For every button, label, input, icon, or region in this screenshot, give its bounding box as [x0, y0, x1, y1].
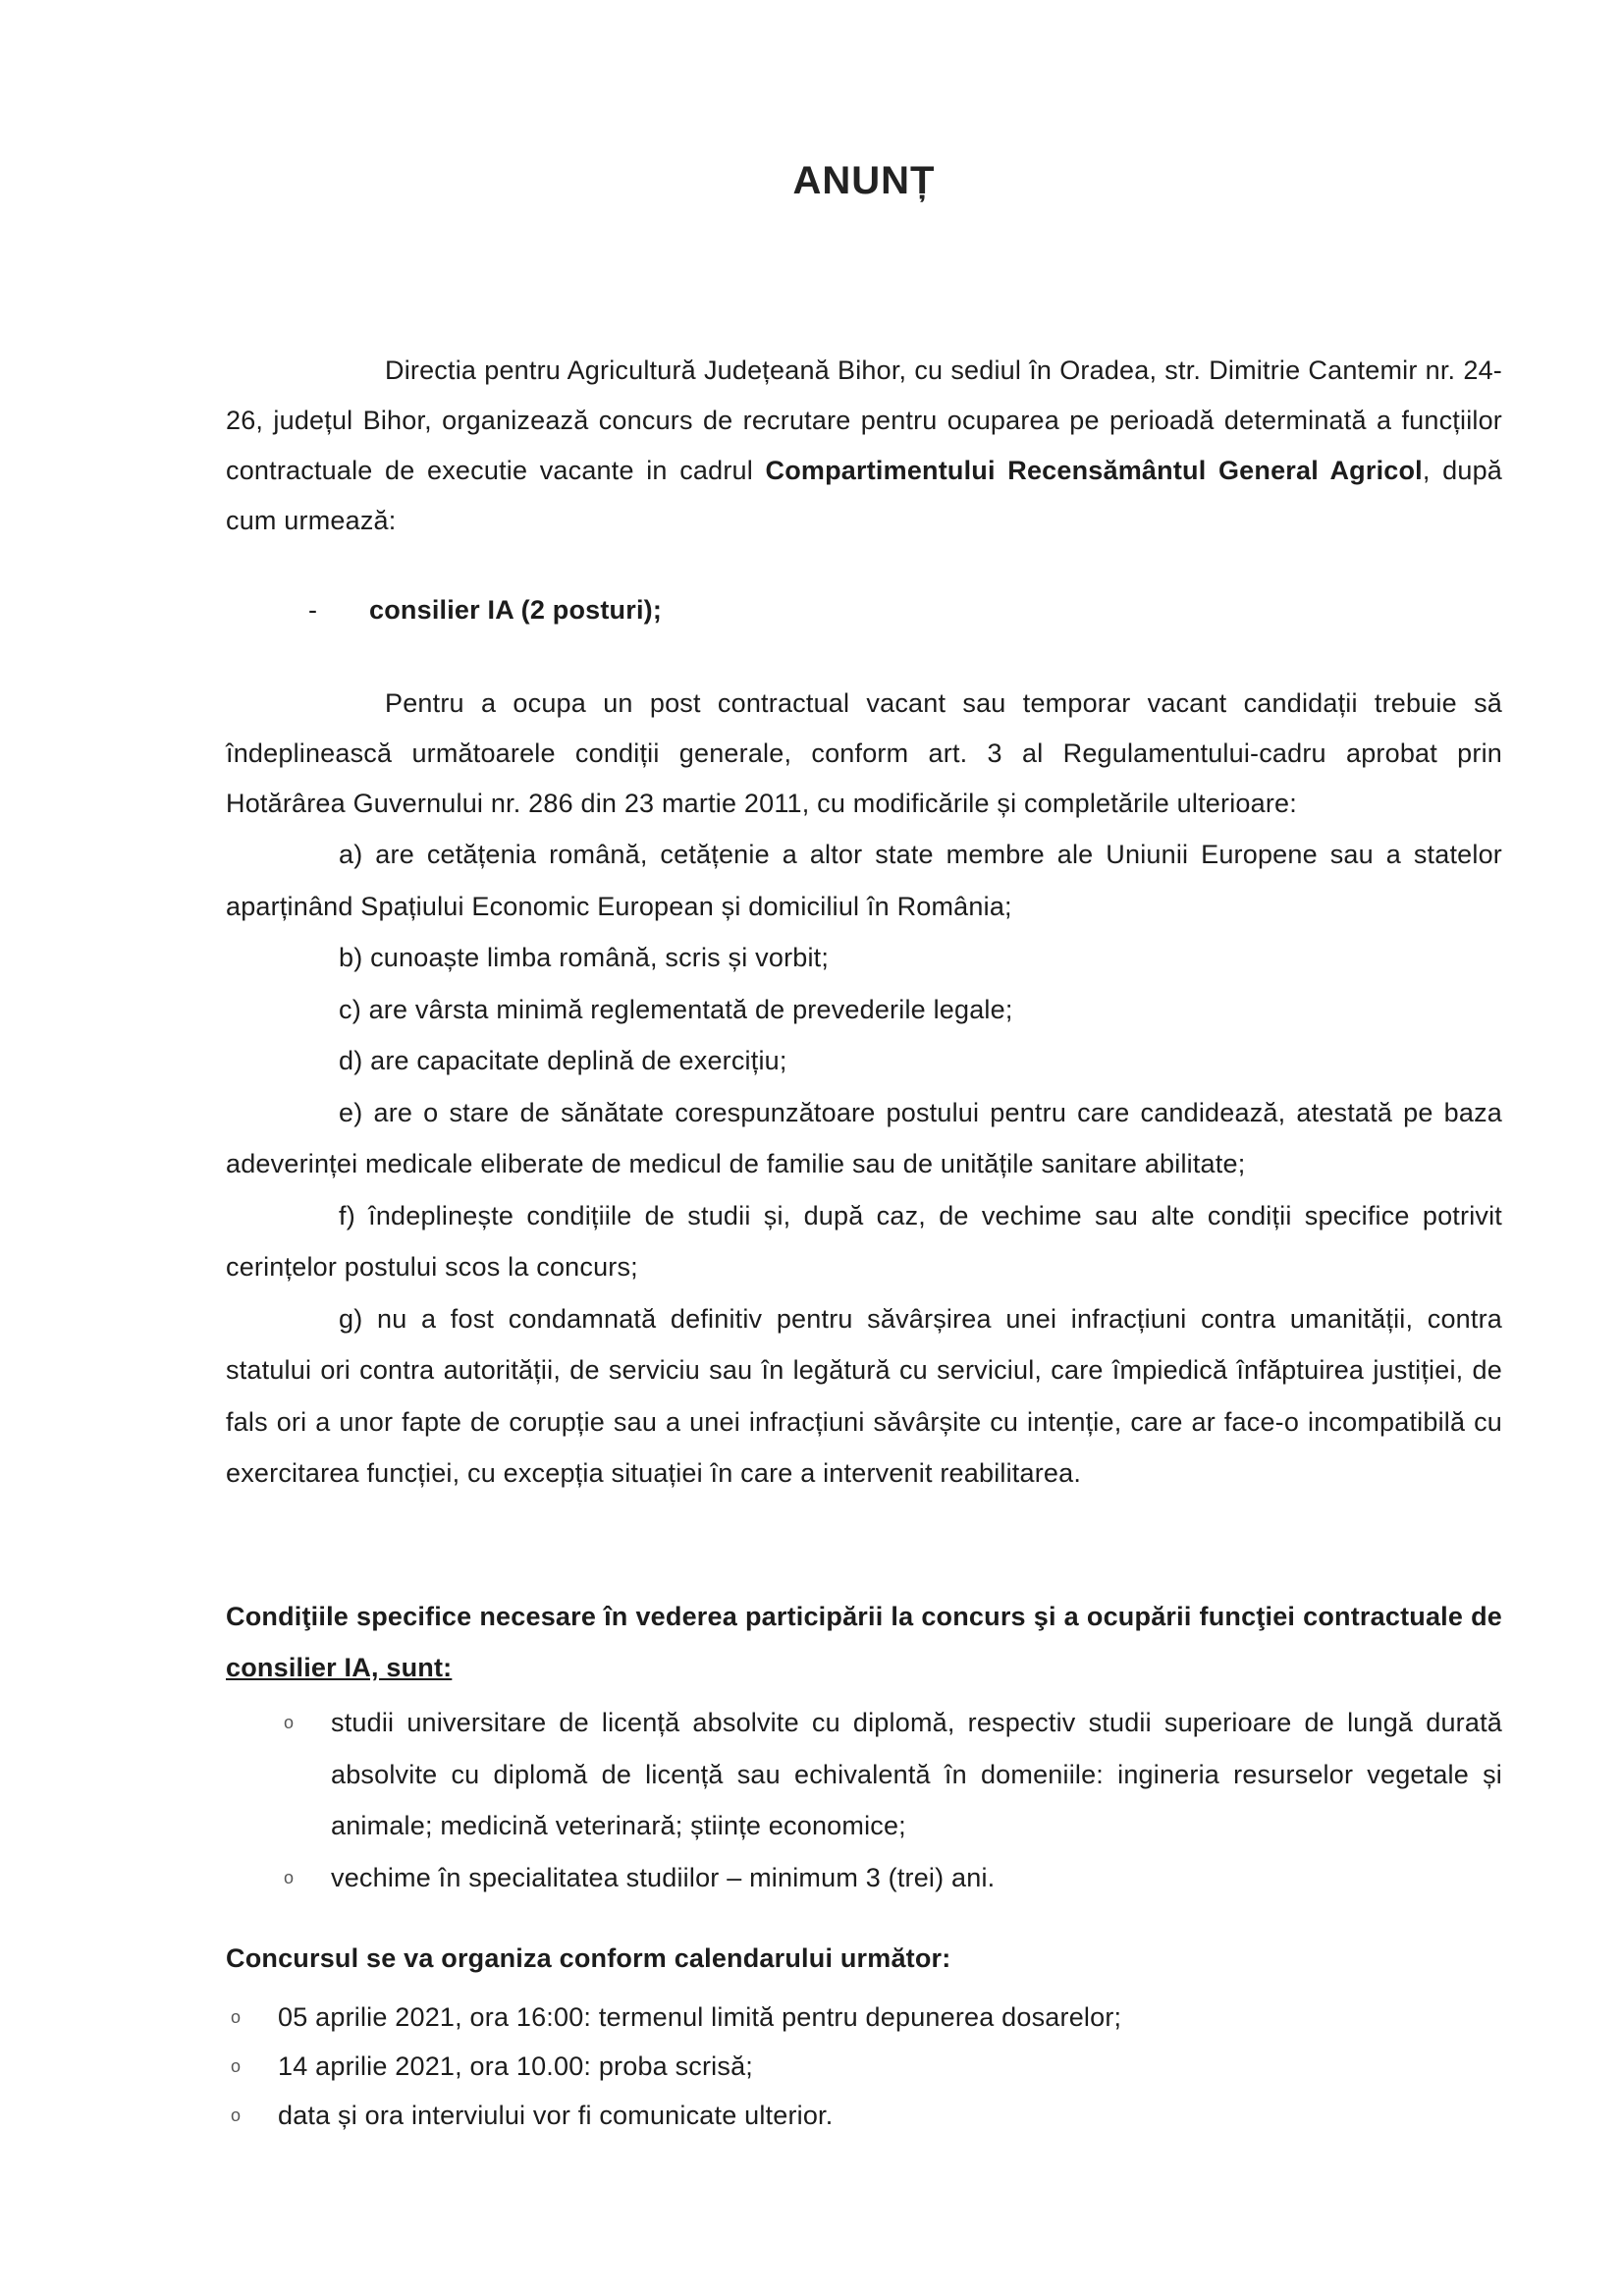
intro-paragraph — [226, 346, 1502, 546]
specific-heading-underlined: consilier IA, sunt: — [226, 1653, 453, 1682]
dash-bullet: - — [308, 595, 318, 625]
specific-conditions — [226, 1591, 1502, 1693]
calendar-item-written-test: 14 aprilie 2021, ora 10.00: proba scrisă; — [278, 2051, 753, 2081]
intro-text-end: , după cum urmează: — [226, 456, 1503, 535]
condition-c: c) are vârsta minimă reglementată de prevederile legale; — [339, 994, 1013, 1024]
intro-department: Compartimentului Recensământul General Agricol — [765, 456, 1423, 485]
list-item — [284, 1697, 1502, 1852]
intro-text: Directia pentru Agricultură Județeană Bihor, cu sediul în Oradea, str. Dimitrie Cantemir nr. 24-26, județul Bihor, organizează concurs de recrutare pentru ocuparea pe perioadă determinată a funcțiilor contractuale de executie vacante in cadrul — [226, 355, 1502, 485]
circle-bullet-icon: o — [231, 2007, 242, 2027]
calendar-section — [226, 1934, 1502, 1984]
list-item — [231, 2091, 1456, 2140]
condition-f: f) îndeplinește condițiile de studii și, după caz, de vechime sau alte condiții specifice potrivit cerințelor postului scos la concurs; — [226, 1200, 1502, 1282]
calendar-heading: Concursul se va organiza conform calendarului următor: — [226, 1943, 951, 1973]
condition-b: b) cunoaște limba română, scris și vorbit; — [339, 943, 830, 972]
condition-a: a) are cetățenia română, cetățenie a altor state membre ale Uniunii Europene sau a statelor aparținând Spațiului Economic European și domiciliul în România; — [226, 840, 1502, 921]
general-conditions — [226, 679, 1502, 1500]
specific-item-experience: vechime în specialitatea studiilor – minimum 3 (trei) ani. — [331, 1862, 996, 1892]
post-label: consilier IA (2 posturi); — [369, 595, 663, 625]
general-intro: Pentru a ocupa un post contractual vacant sau temporar vacant candidații trebuie să îndeplinească următoarele condiții generale, conform art. 3 al Regulamentului-cadru aprobat prin Hotărârea Guvernului nr. 286 din 23 martie 2011, cu modificările și completările ulterioare: — [226, 688, 1502, 818]
specific-heading — [226, 1591, 1502, 1693]
circle-bullet-icon: o — [231, 2105, 242, 2125]
list-item — [284, 1852, 1502, 1904]
calendar-item-interview: data și ora interviului vor fi comunicate ulterior. — [278, 2101, 834, 2130]
specific-heading-text: Condiţiile specifice necesare în vederea participării la concurs şi a ocupării funcţiei contractuale de — [226, 1602, 1502, 1631]
calendar-item-deadline: 05 aprilie 2021, ora 16:00: termenul limită pentru depunerea dosarelor; — [278, 2002, 1122, 2032]
condition-e: e) are o stare de sănătate corespunzătoare postului pentru care candidează, atestată pe baza adeverinței medicale eliberate de medicul de familie sau de unitățile sanitare abilitate; — [226, 1097, 1502, 1178]
circle-bullet-icon: o — [284, 1867, 295, 1887]
list-item — [231, 1993, 1456, 2042]
condition-g: g) nu a fost condamnată definitiv pentru săvârșirea unei infracțiuni contra umanității, contra statului ori contra autorității, de serviciu sau în legătură cu serviciul, care împiedică înfăptuirea justiției, de fals ori a unor fapte de corupție sau a unei infracțiuni săvârșite cu intenție, care ar face-o incompatibilă cu exercitarea funcției, cu excepția situației în care a intervenit reabilitarea. — [226, 1303, 1502, 1488]
circle-bullet-icon: o — [231, 2056, 242, 2076]
specific-item-studies: studii universitare de licență absolvite cu diplomă, respectiv studii superioare de lungă durată absolvite cu diplomă de licență sau echivalentă în domeniile: ingineria resurselor vegetale și animale; medicină veterinară; științe economice; — [331, 1708, 1502, 1840]
circle-bullet-icon: o — [284, 1713, 295, 1732]
condition-d: d) are capacitate deplină de exercițiu; — [339, 1046, 787, 1075]
list-item — [231, 2042, 1456, 2091]
calendar-list — [231, 1993, 1456, 2140]
specific-list — [284, 1697, 1502, 1903]
document-title: ANUNȚ — [792, 159, 936, 202]
